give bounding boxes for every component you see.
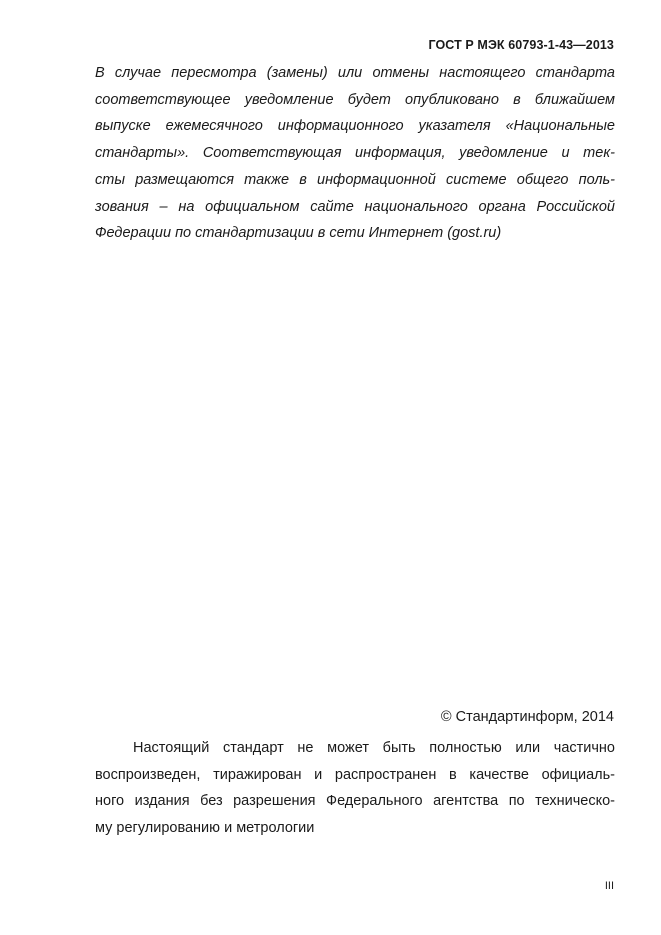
legal-line: му регулированию и метрологии	[95, 819, 315, 836]
document-code-header: ГОСТ Р МЭК 60793-1-43—2013	[428, 38, 614, 52]
notice-line: зования – на официальном сайте национального органа Российской	[95, 198, 615, 215]
revision-notice	[95, 60, 615, 247]
legal-line: Настоящий стандарт не может быть полностью или частично	[133, 740, 615, 756]
notice-line: В случае пересмотра (замены) или отмены настоящего стандарта	[95, 65, 615, 81]
legal-line: ного издания без разрешения Федерального агентства по техническо-	[95, 793, 615, 809]
notice-line: Федерации по стандартизации в сети Интернет (gost.ru)	[95, 225, 502, 242]
notice-line: выпуске ежемесячного информационного указателя «Национальные	[95, 118, 615, 135]
page-number: III	[604, 880, 614, 892]
notice-line: соответствующее уведомление будет опубликовано в ближайшем	[95, 91, 615, 108]
notice-line: сты размещаются также в информационной системе общего поль-	[95, 171, 615, 188]
copyright-notice: © Стандартинформ, 2014	[440, 709, 614, 725]
reproduction-restriction-notice	[95, 735, 615, 841]
notice-line: стандарты». Соответствующая информация, уведомление и тек-	[95, 145, 615, 162]
legal-line: воспроизведен, тиражирован и распространен в качестве официаль-	[95, 766, 615, 783]
